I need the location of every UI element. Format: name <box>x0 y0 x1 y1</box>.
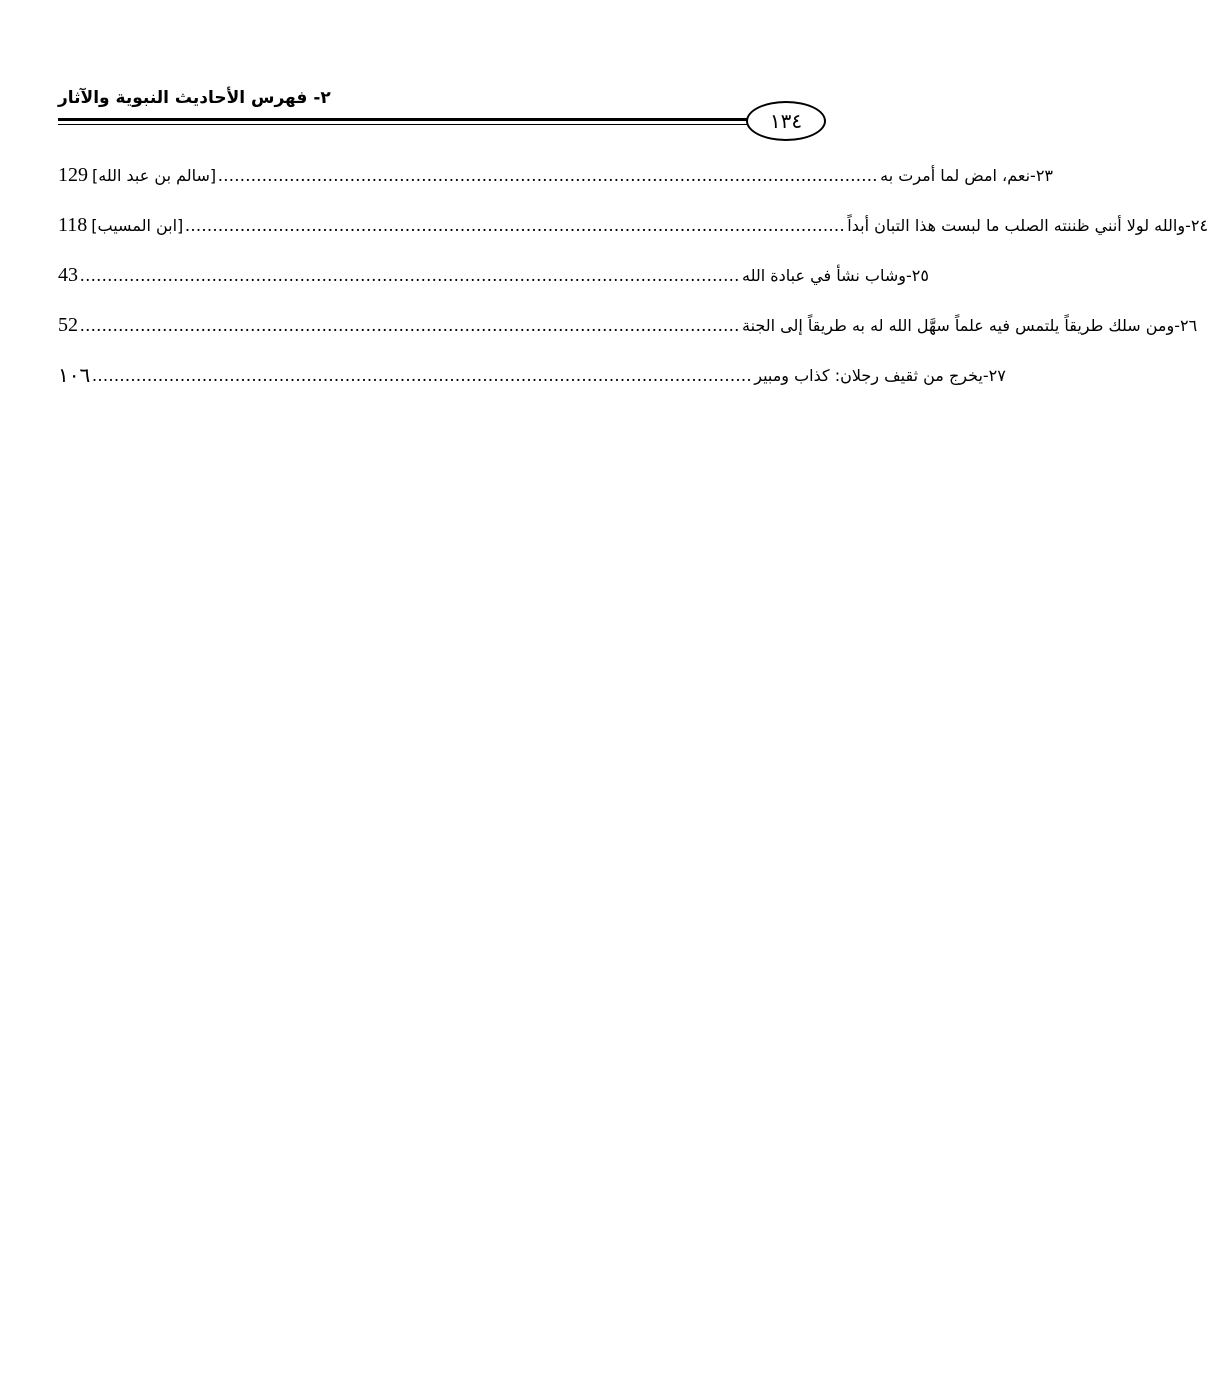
header-rule-thin <box>58 124 748 125</box>
index-entry <box>58 350 1006 400</box>
leader-dots: ........................................................................................................................ <box>92 364 753 385</box>
entry-page-number: 52 <box>58 313 78 336</box>
leader-dots: ........................................................................................................................ <box>80 264 740 285</box>
entry-text: ٢٧-يخرج من ثقيف رجلان: كذاب ومبير <box>754 365 1006 385</box>
entry-text: ٢٥-وشاب نشأ في عبادة الله <box>742 265 929 285</box>
leader-dots: ........................................................................................................................ <box>218 164 879 185</box>
index-entry <box>58 300 1198 350</box>
index-entry <box>58 250 929 300</box>
page-number-badge: ١٣٤ <box>746 101 826 141</box>
entry-page-number: 129 <box>58 163 88 186</box>
entry-text: ٢٣-نعم، امض لما أمرت به <box>880 165 1053 185</box>
leader-dots: ........................................................................................................................ <box>185 214 846 235</box>
entry-page-number: 43 <box>58 263 78 286</box>
entry-page-number: ١٠٦ <box>58 364 91 387</box>
index-entries <box>58 150 1208 400</box>
leader-dots: ........................................................................................................................ <box>80 314 740 335</box>
header-rule-thick <box>58 118 748 121</box>
section-title: ٢- فهرس الأحاديث النبوية والآثار <box>58 88 331 108</box>
entry-source: [ابن المسيب] <box>91 215 184 235</box>
index-entry <box>58 200 1208 250</box>
index-entry <box>58 150 1053 200</box>
entry-page-number: 118 <box>58 213 88 236</box>
entry-text: ٢٦-ومن سلك طريقاً يلتمس فيه علماً سهَّل الله له به طريقاً إلى الجنة <box>742 315 1198 335</box>
entry-source: [سالم بن عبد الله] <box>92 165 217 185</box>
entry-text: ٢٤-والله لولا أنني ظننته الصلب ما لبست هذا التبان أبداً <box>847 215 1208 235</box>
